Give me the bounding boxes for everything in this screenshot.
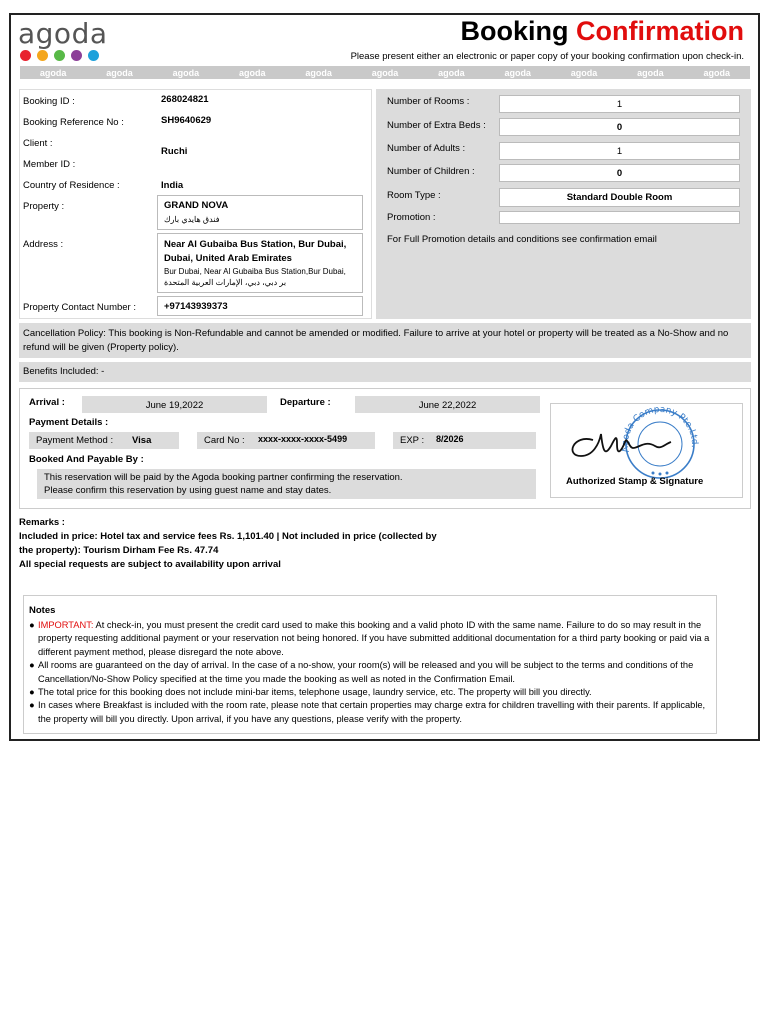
- notes-box: [23, 595, 717, 734]
- page-subtitle: Please present either an electronic or paper copy of your booking confirmation upon check-in.: [350, 51, 744, 62]
- payment-method-value: Visa: [132, 435, 152, 446]
- departure-label: Departure :: [280, 397, 331, 408]
- departure-value: June 22,2022: [355, 396, 540, 413]
- note-important-label: IMPORTANT:: [38, 620, 94, 630]
- title-booking: Booking: [460, 16, 569, 46]
- payment-method-label: Payment Method :: [36, 435, 114, 446]
- benefits-included: Benefits Included: -: [19, 362, 751, 382]
- remarks-line2: the property): Tourism Dirham Fee Rs. 47.74: [19, 545, 219, 556]
- adults-label: Number of Adults :: [387, 143, 466, 154]
- card-number-label: Card No :: [204, 435, 245, 446]
- notes-list: [29, 619, 711, 726]
- extra-beds-label: Number of Extra Beds :: [387, 120, 486, 131]
- payable-by-box: [37, 469, 536, 499]
- contact-number-box: [157, 296, 363, 316]
- card-expiry-value: 8/2026: [436, 434, 464, 444]
- note-text: All rooms are guaranteed on the day of arrival. In the case of a no-show, your room(s) will be released and you will be subject to the terms and conditions of the Cancellation/No-Show Policy specified at the time you made the booking as well as noted in the Confirmation Email.: [38, 660, 694, 684]
- promotion-label: Promotion :: [387, 212, 436, 223]
- banner-item: agoda: [703, 67, 731, 78]
- contact-number-label: Property Contact Number :: [23, 302, 136, 313]
- stamp-ring-text: Agoda Company Pte.Ltd.: [620, 404, 700, 454]
- member-id-label: Member ID :: [23, 159, 76, 170]
- banner-item: agoda: [637, 67, 664, 78]
- note-item: [29, 619, 711, 659]
- address-label: Address :: [23, 239, 64, 250]
- arrival-label: Arrival :: [29, 397, 65, 408]
- bullet-icon: ●: [29, 700, 35, 711]
- client-label: Client :: [23, 138, 53, 149]
- banner-item: agoda: [504, 67, 531, 78]
- banner-item: agoda: [438, 67, 465, 78]
- address-arabic: بر دبي، دبي، الإمارات العربية المتحدة: [164, 278, 287, 287]
- title-confirmation: Confirmation: [576, 16, 744, 46]
- arrival-value: June 19,2022: [82, 396, 267, 413]
- stamp-caption: Authorized Stamp & Signature: [566, 476, 704, 487]
- banner-item: agoda: [371, 67, 399, 78]
- remarks-title: Remarks :: [19, 517, 65, 528]
- bullet-icon: ●: [29, 687, 35, 698]
- payable-by-line1: This reservation will be paid by the Agoda booking partner confirming the reservation.: [44, 472, 403, 483]
- client-value: Ruchi: [161, 146, 188, 157]
- booking-id-label: Booking ID :: [23, 96, 75, 107]
- payment-details-label: Payment Details :: [29, 417, 109, 428]
- promotion-note: For Full Promotion details and conditions see confirmation email: [387, 234, 657, 245]
- banner-item: agoda: [570, 67, 598, 78]
- logo-dot-orange: [37, 50, 48, 61]
- property-name-arabic: فندق هايدي بارك: [164, 215, 220, 224]
- remarks-line3: All special requests are subject to availability upon arrival: [19, 559, 281, 570]
- payable-by-label: Booked And Payable By :: [29, 454, 144, 465]
- cancellation-policy: Cancellation Policy: This booking is Non-Refundable and cannot be amended or modified. Failure to arrive at your hotel or property will be treated as a No-Show and no refund will be given (Property policy).: [19, 323, 751, 358]
- room-type-value: Standard Double Room: [499, 188, 740, 207]
- room-type-label: Room Type :: [387, 190, 441, 201]
- payable-by-line2: Please confirm this reservation by using guest name and stay dates.: [44, 485, 332, 496]
- extra-beds-value: 0: [499, 118, 740, 136]
- promotion-value: [499, 211, 740, 224]
- children-label: Number of Children :: [387, 166, 475, 177]
- agoda-banner: [20, 66, 750, 79]
- country-value: India: [161, 180, 184, 191]
- booking-reference-value: SH9640629: [161, 115, 212, 126]
- notes-title: Notes: [29, 605, 56, 616]
- logo-dot-green: [54, 50, 65, 61]
- note-text: [38, 619, 711, 659]
- bullet-icon: ●: [29, 660, 35, 671]
- card-number-box: [197, 432, 375, 449]
- booking-id-value: 268024821: [161, 94, 209, 105]
- bullet-icon: ●: [29, 620, 35, 630]
- note-important-text: At check-in, you must present the credit card used to make this booking and a valid photo ID with the same name. Failure to do so may result in the property requesting additional payment or your reservation not being honored. If you have submitted additional documentation for a third party booking or paid via a different payment method, please disregard the note above.: [38, 620, 710, 657]
- banner-item: agoda: [106, 67, 133, 78]
- address-main: Near Al Gubaiba Bus Station, Bur Dubai, Dubai, United Arab Emirates: [164, 239, 347, 264]
- card-expiry-label: EXP :: [400, 435, 425, 446]
- rooms-label: Number of Rooms :: [387, 96, 470, 107]
- banner-item: agoda: [239, 67, 266, 78]
- logo-dot-blue: [88, 50, 99, 61]
- property-name: GRAND NOVA: [164, 200, 229, 211]
- contact-number-value: +97143939373: [164, 301, 228, 312]
- banner-item: agoda: [305, 67, 332, 78]
- logo-dot-purple: [71, 50, 82, 61]
- address-box: [157, 233, 363, 293]
- card-number-value: xxxx-xxxx-xxxx-5499: [258, 434, 348, 444]
- children-value: 0: [499, 164, 740, 182]
- page-title: [460, 16, 744, 47]
- note-text: In cases where Breakfast is included with the room rate, please note that certain properties may charge extra for children travelling with their parents. If applicable, the property will bill you directly. Upon arrival, if you have any questions, please verify with the property.: [38, 700, 706, 724]
- agoda-logo: agoda: [18, 17, 108, 50]
- address-sub: Bur Dubai, Near Al Gubaiba Bus Station,Bur Dubai,: [164, 267, 346, 276]
- stamp-box: [550, 403, 743, 498]
- note-item: [29, 686, 711, 699]
- note-item: [29, 659, 711, 686]
- remarks-line1: Included in price: Hotel tax and service fees Rs. 1,101.40 | Not included in price (collected by: [19, 531, 437, 542]
- logo-dot-red: [20, 50, 31, 61]
- country-label: Country of Residence :: [23, 180, 120, 191]
- booking-reference-label: Booking Reference No :: [23, 117, 124, 128]
- banner-item: agoda: [39, 67, 67, 78]
- banner-item: agoda: [172, 67, 200, 78]
- payment-method-box: [29, 432, 179, 449]
- card-expiry-box: [393, 432, 536, 449]
- property-label: Property :: [23, 201, 65, 212]
- adults-value: 1: [499, 142, 740, 160]
- note-text: The total price for this booking does not include mini-bar items, telephone usage, laundry service, etc. The property will bill you directly.: [38, 687, 592, 698]
- note-item: [29, 699, 711, 726]
- property-box: [157, 195, 363, 230]
- rooms-value: 1: [499, 95, 740, 113]
